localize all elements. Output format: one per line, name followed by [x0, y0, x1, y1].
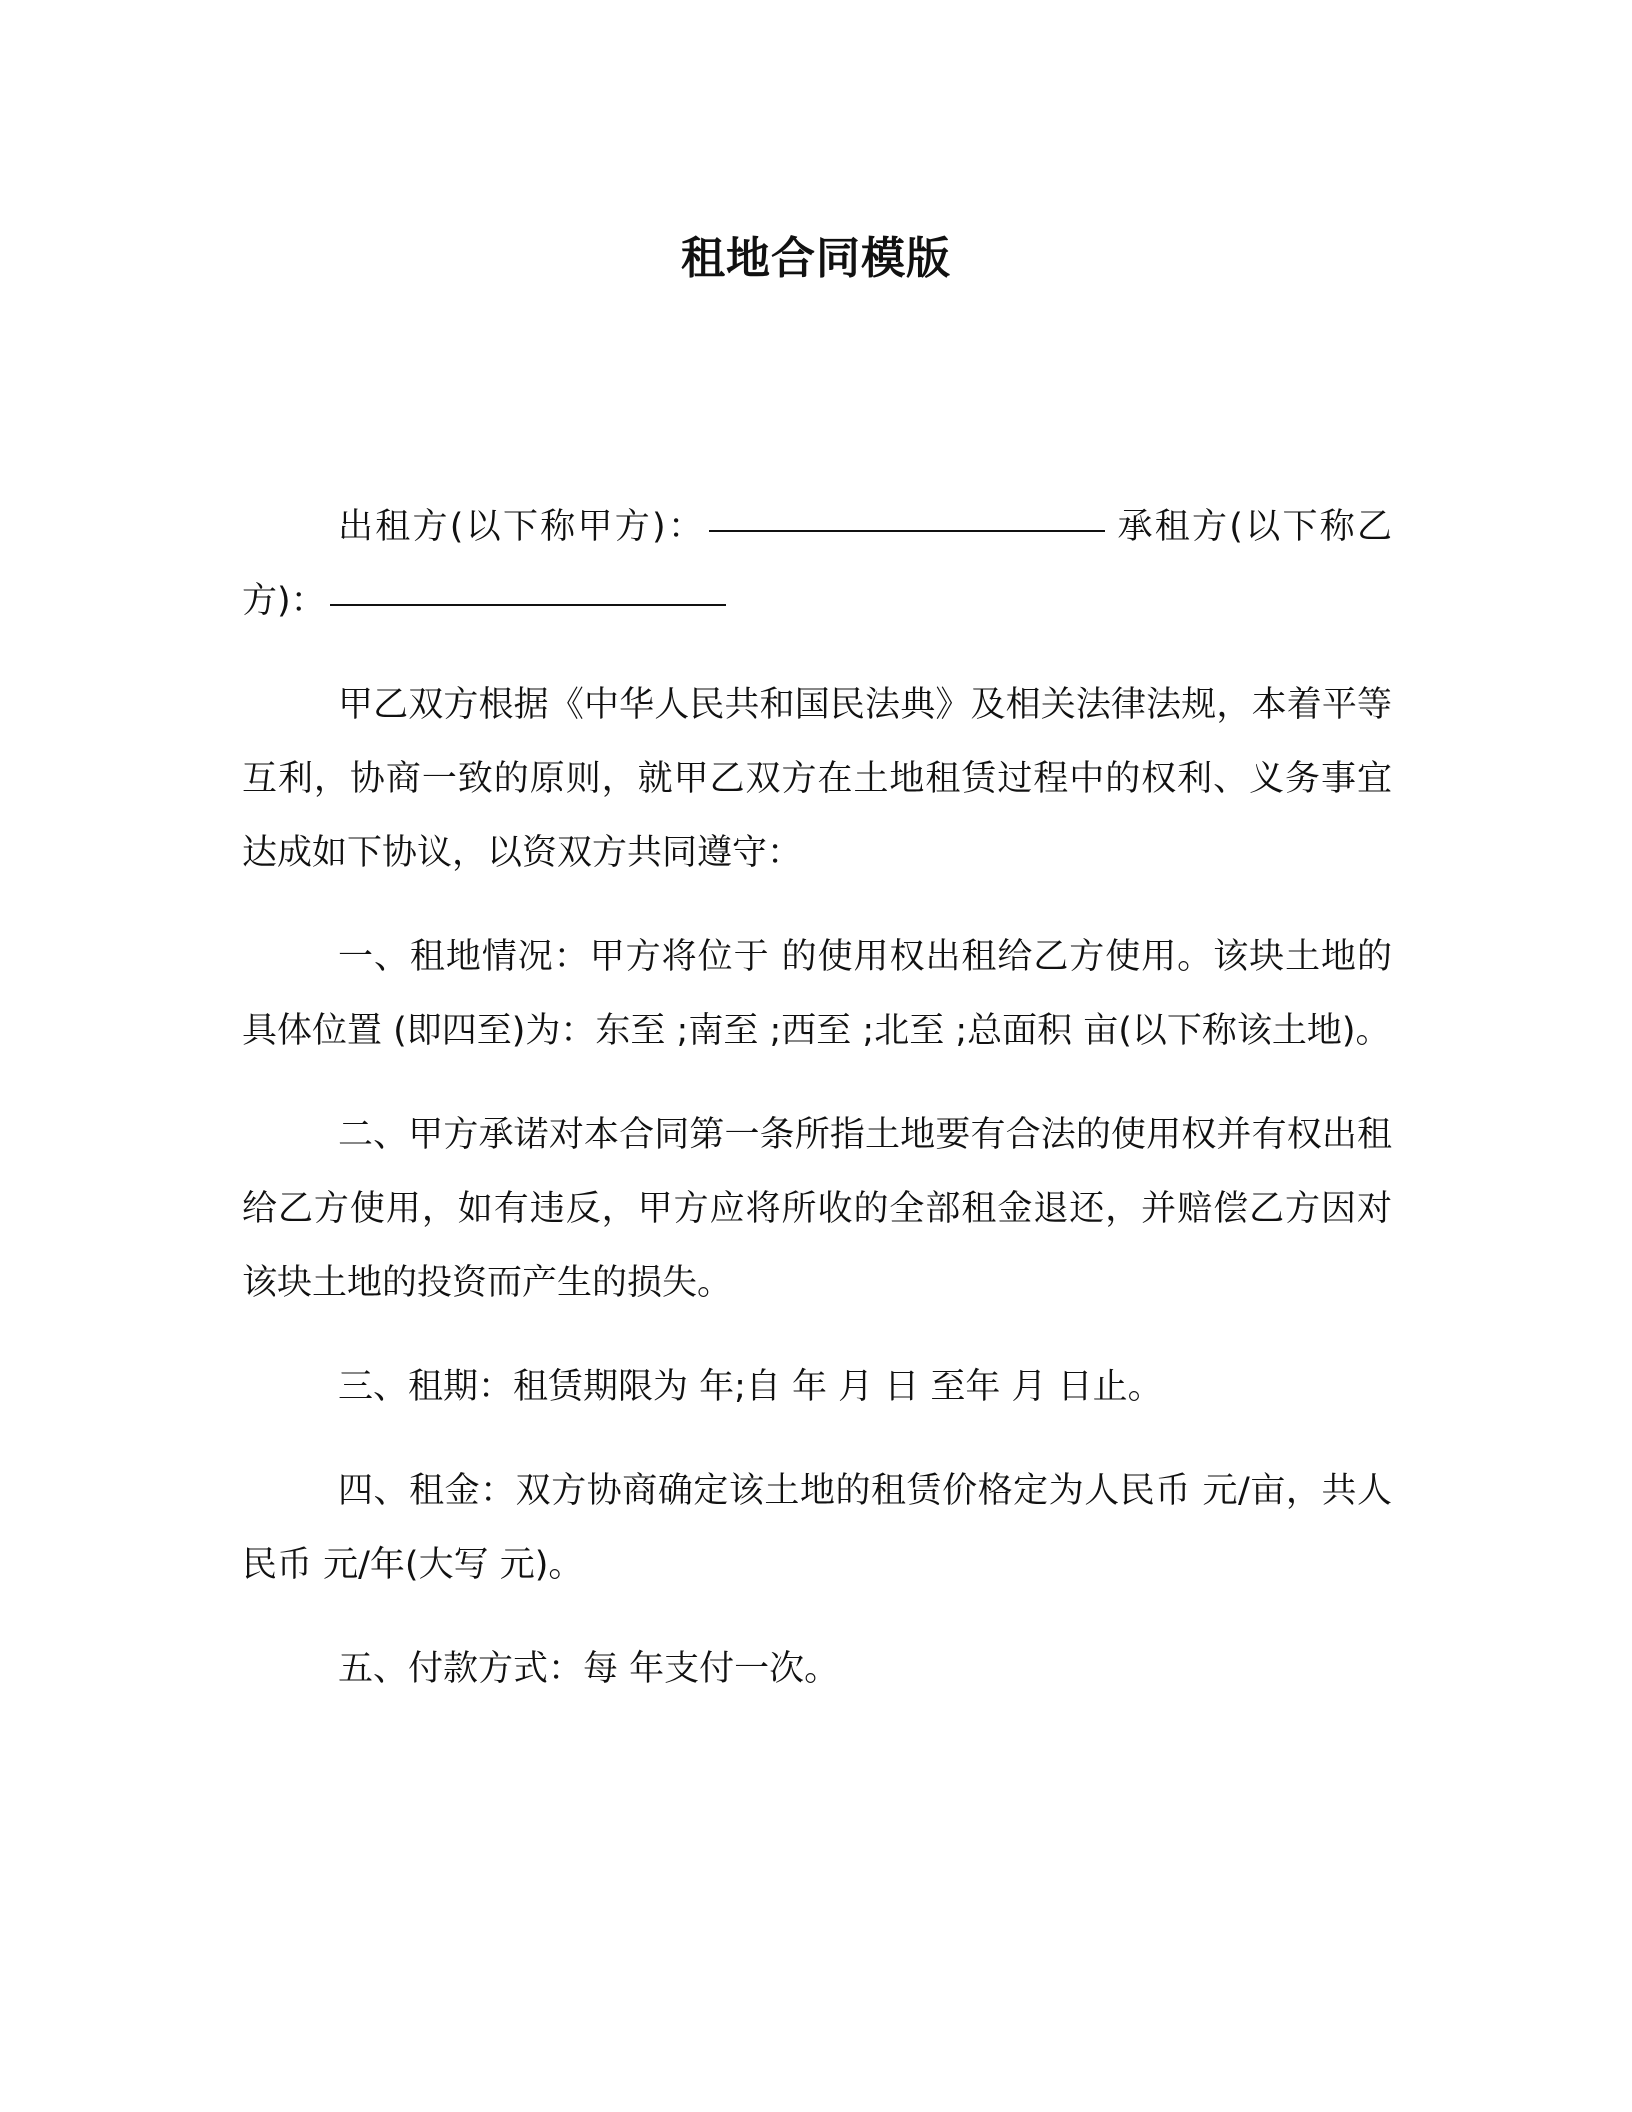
clause-1-land-info: 一、租地情况：甲方将位于 的使用权出租给乙方使用。该块土地的具体位置 (即四至)为：东至 ;南至 ;西至 ;北至 ;总面积 亩(以下称该土地)。: [242, 937, 1392, 1051]
lessee-label: 承租方(以下称乙方)：: [242, 507, 1393, 621]
lessor-label: 出租方(以下称甲方)：: [338, 507, 706, 547]
document-body: [242, 490, 1392, 1736]
lessor-name-blank[interactable]: [709, 529, 1105, 532]
preamble-paragraph: 甲乙双方根据《中华人民共和国民法典》及相关法律法规，本着平等互利，协商一致的原则，就甲乙双方在土地租赁过程中的权利、义务事宜达成如下协议，以资双方共同遵守：: [242, 685, 1392, 873]
document-title: 租地合同模版: [681, 233, 951, 284]
lessee-name-blank[interactable]: [330, 603, 726, 606]
clause-3-lease-term: 三、租期：租赁期限为 年;自 年 月 日 至年 月 日止。: [338, 1367, 1163, 1407]
clause-5-payment-method: 五、付款方式：每 年支付一次。: [338, 1649, 840, 1689]
clause-2-lessor-commitment: 二、甲方承诺对本合同第一条所指土地要有合法的使用权并有权出租给乙方使用，如有违反，甲方应将所收的全部租金退还，并赔偿乙方因对该块土地的投资而产生的损失。: [242, 1115, 1392, 1303]
parties-paragraph: [242, 490, 1392, 638]
clause-4-rent: 四、租金：双方协商确定该土地的租赁价格定为人民币 元/亩，共人民币 元/年(大写 元)。: [242, 1471, 1392, 1585]
